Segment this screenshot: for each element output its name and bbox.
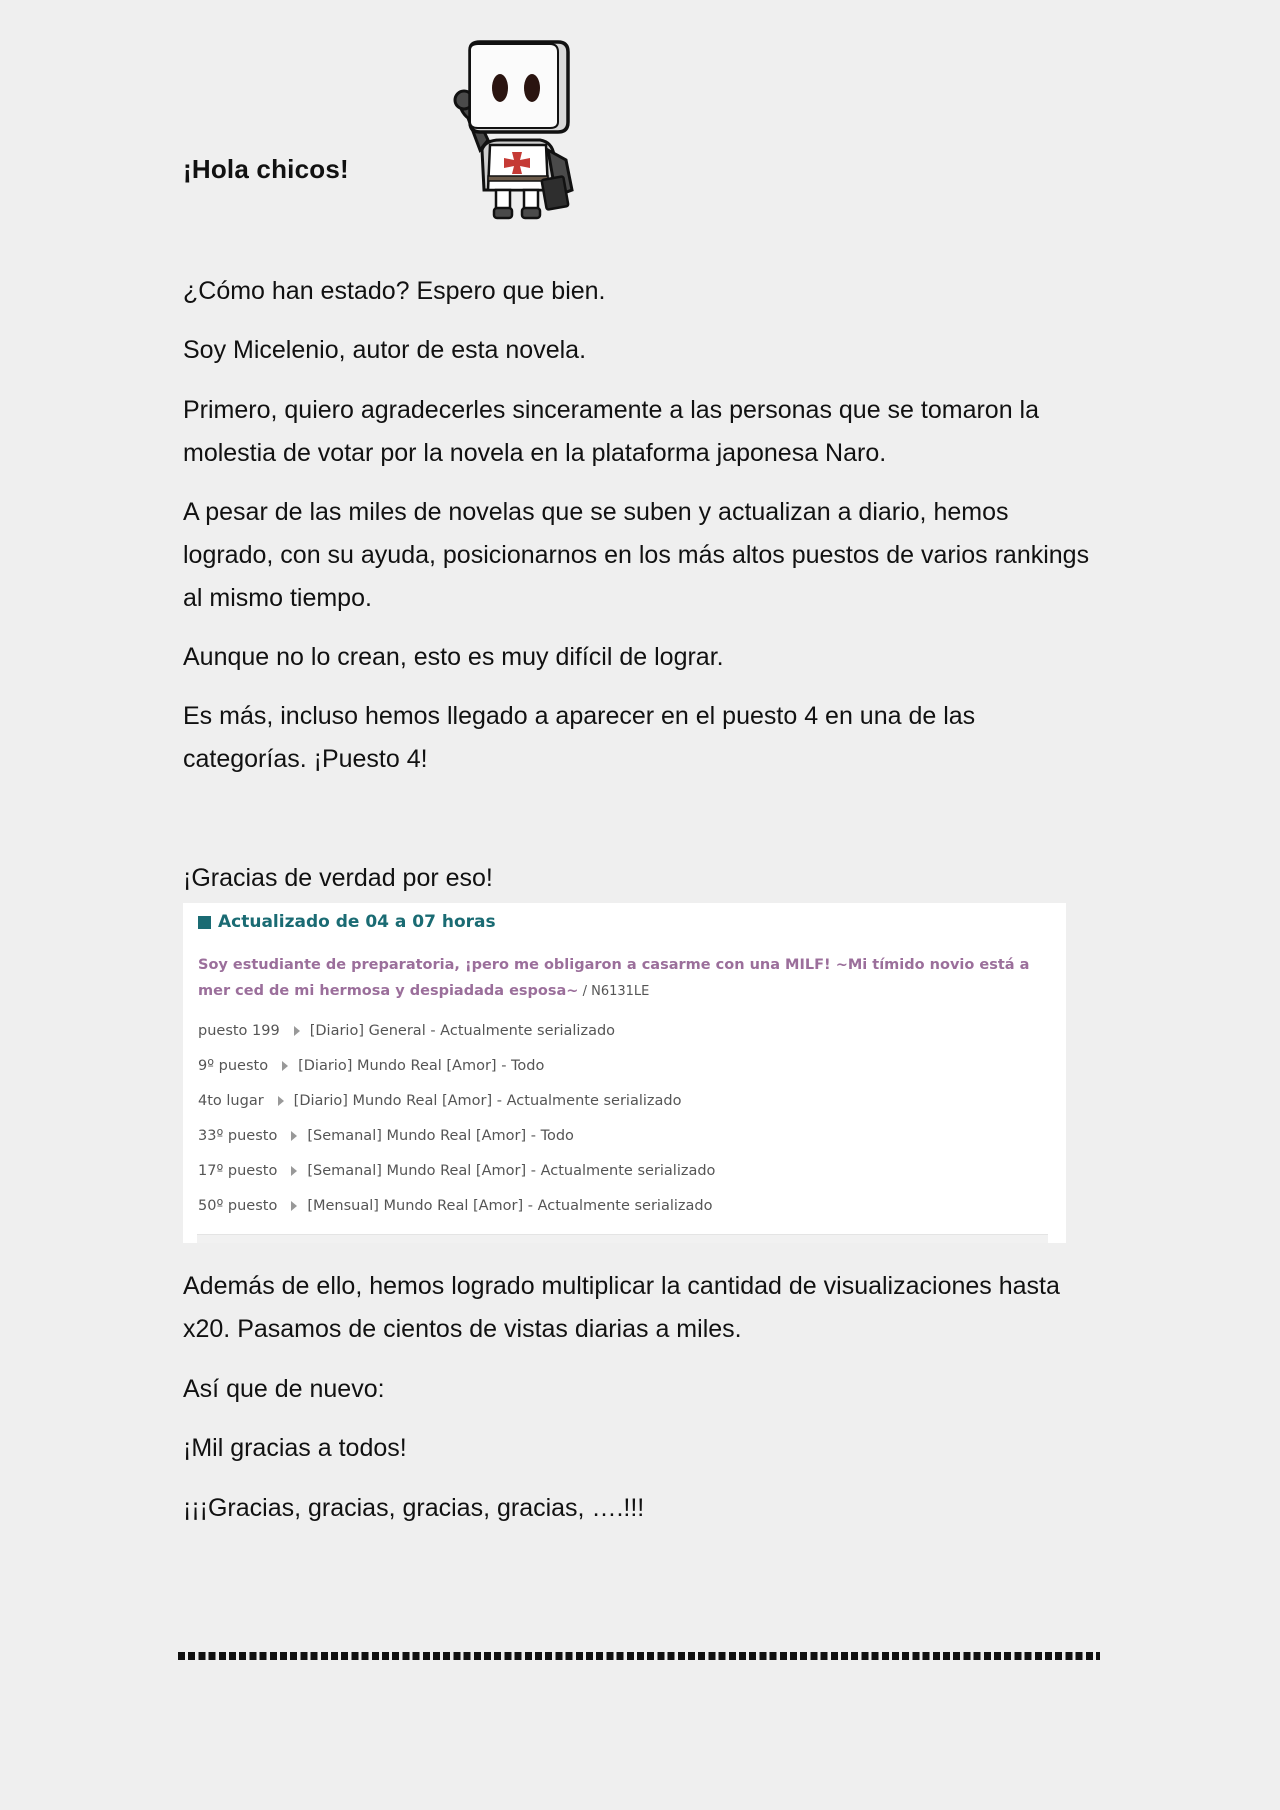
- scrollbar-track: [197, 1234, 1048, 1243]
- ranking-item: [198, 1153, 715, 1188]
- ranking-item: [198, 1083, 715, 1118]
- ranking-position: 4to lugar: [198, 1092, 264, 1109]
- paragraph-views: Además de ello, hemos logrado multiplicar la cantidad de visualizaciones hasta x20. Pasamos de cientos de vistas diarias a miles.: [183, 1272, 1060, 1343]
- ranking-category-link[interactable]: [Diario] Mundo Real [Amor] - Todo: [298, 1057, 545, 1074]
- greeting-heading: ¡Hola chicos!: [183, 154, 349, 184]
- ranking-position: 33º puesto: [198, 1127, 278, 1144]
- ranking-position: 17º puesto: [198, 1162, 278, 1179]
- ranking-category-link[interactable]: [Diario] Mundo Real [Amor] - Actualmente serializado: [293, 1092, 682, 1109]
- paragraph-gracias: ¡Gracias de verdad por eso!: [183, 864, 493, 892]
- paragraph-greeting: ¿Cómo han estado? Espero que bien.: [183, 277, 606, 305]
- ranking-category-link[interactable]: [Semanal] Mundo Real [Amor] - Todo: [307, 1127, 574, 1144]
- ranking-category-link[interactable]: [Diario] General - Actualmente serializado: [309, 1022, 616, 1039]
- triangle-right-icon: [294, 1026, 300, 1036]
- paragraph-mil-gracias: ¡Mil gracias a todos!: [183, 1434, 407, 1462]
- paragraph-rank-4: Es más, incluso hemos llegado a aparecer en el puesto 4 en una de las categorías. ¡Puesto 4!: [183, 702, 976, 773]
- ranking-category-link[interactable]: [Mensual] Mundo Real [Amor] - Actualmente serializado: [307, 1197, 713, 1214]
- novel-title: [198, 952, 1058, 1005]
- ranking-header-text: Actualizado de 04 a 07 horas: [218, 912, 496, 932]
- ranking-item: [198, 1118, 715, 1153]
- dotted-divider: [178, 1652, 1100, 1660]
- ranking-position: 50º puesto: [198, 1197, 278, 1214]
- triangle-right-icon: [282, 1061, 288, 1071]
- paragraph-author-intro: Soy Micelenio, autor de esta novela.: [183, 336, 587, 364]
- paragraph-gracias-repeated: ¡¡¡Gracias, gracias, gracias, gracias, ….!!!: [183, 1494, 645, 1522]
- ranking-header: [198, 912, 496, 932]
- paragraph-again: Así que de nuevo:: [183, 1375, 385, 1403]
- ranking-position: 9º puesto: [198, 1057, 269, 1074]
- ranking-item: [198, 1188, 715, 1223]
- triangle-right-icon: [291, 1201, 297, 1211]
- ranking-position: puesto 199: [198, 1022, 280, 1039]
- triangle-right-icon: [291, 1166, 297, 1176]
- ranking-list: [198, 1013, 715, 1223]
- knight-mascot-waving-icon: [440, 40, 590, 225]
- ranking-item: [198, 1013, 715, 1048]
- triangle-right-icon: [291, 1131, 297, 1141]
- novel-code: / N6131LE: [578, 984, 650, 999]
- novel-title-link[interactable]: Soy estudiante de preparatoria, ¡pero me obligaron a casarme con una MILF! ~Mi tímido novio está a mer ced de mi hermosa y despiadada esposa~: [198, 957, 1030, 999]
- ranking-screenshot: [183, 903, 1066, 1243]
- paragraph-rankings: A pesar de las miles de novelas que se suben y actualizan a diario, hemos logrado, con su ayuda, posicionarnos en los más altos puestos de varios rankings al mismo tiempo.: [183, 498, 1090, 612]
- paragraph-difficulty: Aunque no lo crean, esto es muy difícil de lograr.: [183, 643, 724, 671]
- triangle-right-icon: [278, 1096, 284, 1106]
- square-bullet-icon: [198, 916, 211, 929]
- paragraph-thanks-votes: Primero, quiero agradecerles sinceramente a las personas que se tomaron la molestia de votar por la novela en la plataforma japonesa Naro.: [183, 396, 1040, 467]
- ranking-item: [198, 1048, 715, 1083]
- ranking-category-link[interactable]: [Semanal] Mundo Real [Amor] - Actualmente serializado: [307, 1162, 716, 1179]
